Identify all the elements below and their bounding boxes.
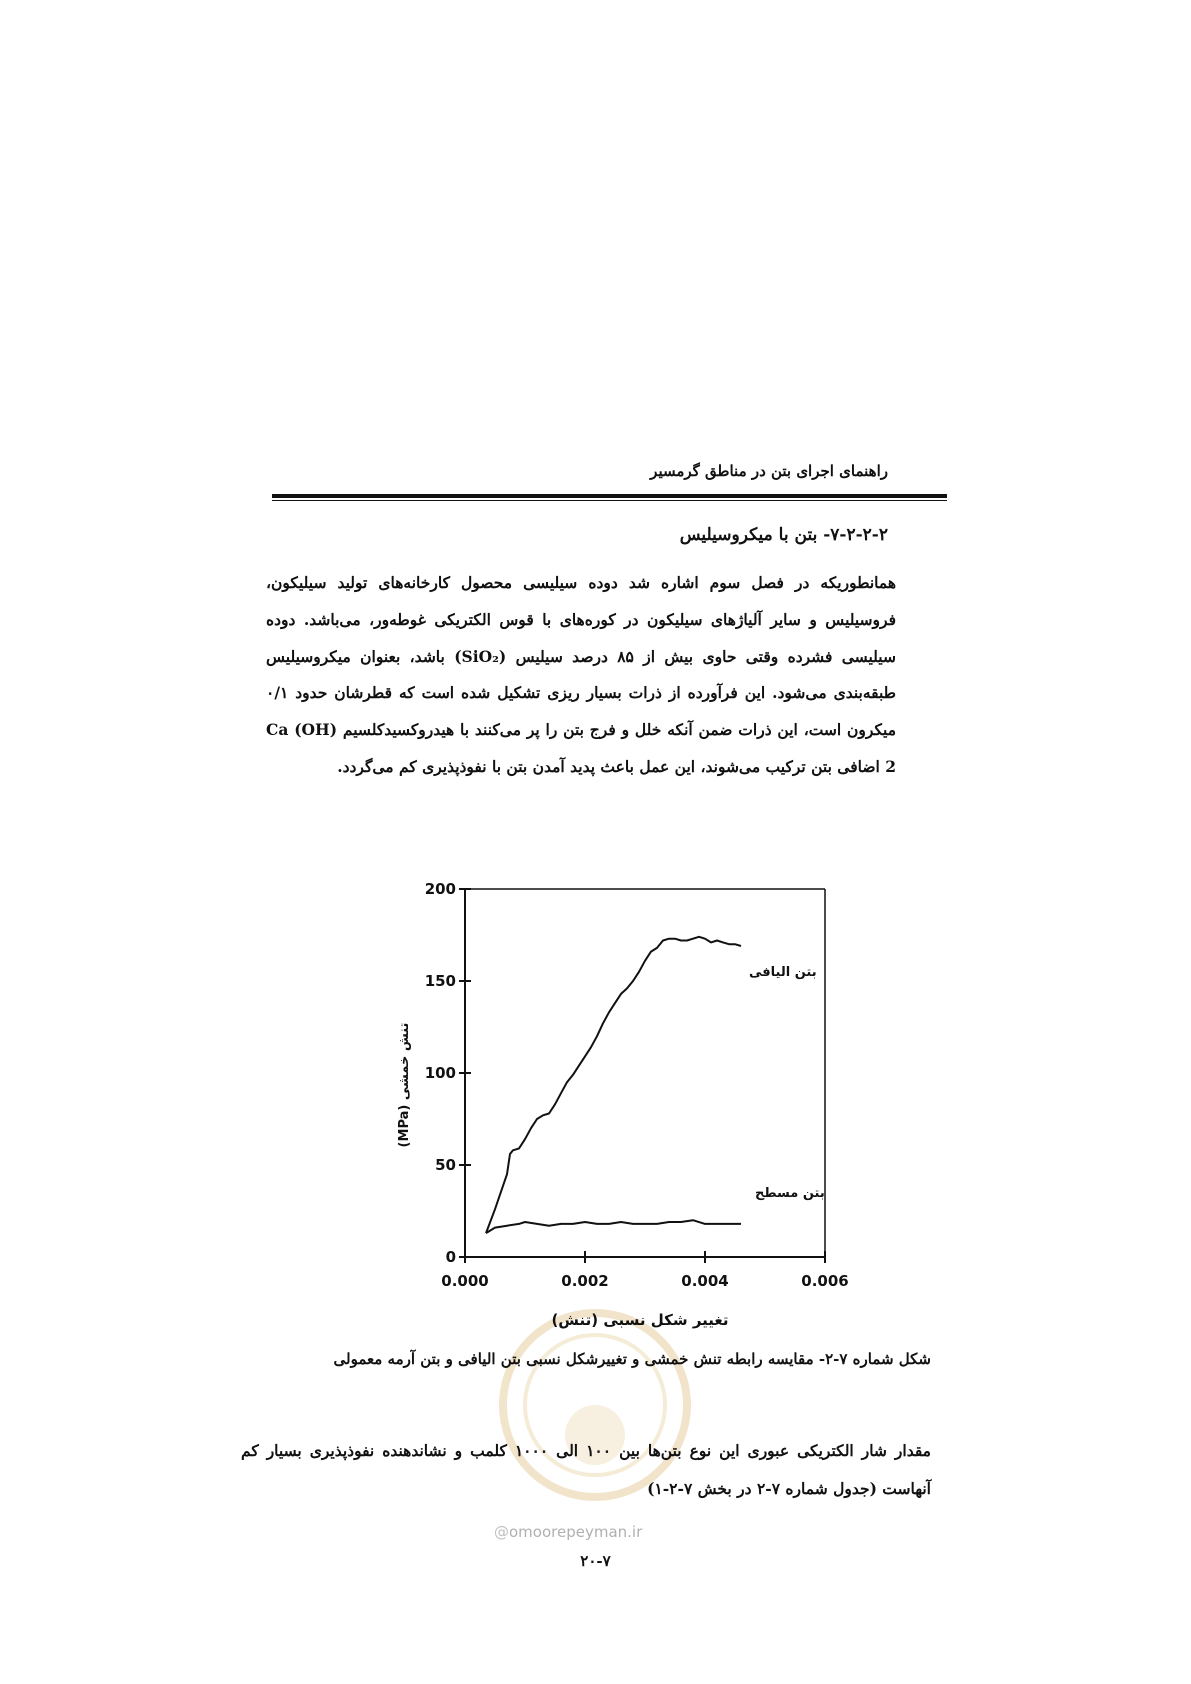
y-axis-label: تنش خمشی (MPa)	[397, 1022, 412, 1148]
at-icon: @	[494, 1523, 509, 1541]
figure-caption: شکل شماره ۷-۲- مقایسه رابطه تنش خمشی و تغییرشکل نسبی بتن الیافی و بتن آرمه معمولی	[333, 1350, 931, 1368]
x-axis-label: تغییر شکل نسبی (تنش)	[551, 1311, 729, 1329]
series-line-plain-concrete	[486, 1220, 741, 1233]
watermark-text: @omoorepeyman.ir	[494, 1523, 643, 1541]
x-tick-label: 0.004	[681, 1272, 729, 1290]
section-heading: ۷-۲-۲-۲- بتن با میکروسیلیس	[679, 525, 888, 545]
body-paragraph-2: مقدار شار الکتریکی عبوری این نوع بتن‌ها بین ۱۰۰ الی ۱۰۰۰ کلمب و نشاندهنده نفوذپذیری بسیار کم آنهاست (جدول شماره ۷-۲ در بخش ۷-۲-۱)	[241, 1441, 931, 1498]
series-group	[486, 937, 741, 1233]
series-line-fiber-concrete	[486, 937, 741, 1233]
body-paragraph-1: همانطوریکه در فصل سوم اشاره شد دوده سیلیسی محصول کارخانه‌های تولید سیلیکون، فروسیلیس و سایر آلیاژهای سیلیکون در کوره‌های با قوس الکتریکی غوطه‌ور، می‌باشد. دوده سیلیسی فشرده وقتی حاوی بیش از ۸۵ درصد سیلیس (SiO₂) باشد، بعنوان میکروسیلیس طبقه‌بندی می‌شود. این فرآورده از ذرات بسیار ریزی تشکیل شده است که قطرشان حدود ۰/۱ میکرون است، این ذرات ضمن آنکه خلل و فرج بتن را پر می‌کنند با هیدروکسیدکلسیم Ca (OH) 2 اضافی بتن ترکیب می‌شوند، این عمل باعث پدید آمدن بتن با نفوذپذیری کم می‌گردد.	[266, 573, 897, 776]
series-label-plain: بتن مسطح	[755, 1186, 825, 1201]
y-tick-label: 150	[424, 972, 456, 990]
y-tick-label: 0	[445, 1248, 456, 1266]
x-tick-label: 0.006	[801, 1272, 849, 1290]
running-header-title: راهنمای اجرای بتن در مناطق گرمسیر	[650, 462, 888, 480]
x-tick-label: 0.002	[561, 1272, 609, 1290]
y-tick-label: 200	[424, 880, 456, 898]
y-tick-label: 50	[435, 1156, 456, 1174]
x-tick-label: 0.000	[441, 1272, 489, 1290]
series-label-fiber: بتن الیافی	[749, 965, 817, 980]
y-tick-label: 100	[424, 1064, 456, 1082]
page-number: ۲۰-۷	[580, 1552, 611, 1570]
chart-axes	[465, 889, 825, 1257]
